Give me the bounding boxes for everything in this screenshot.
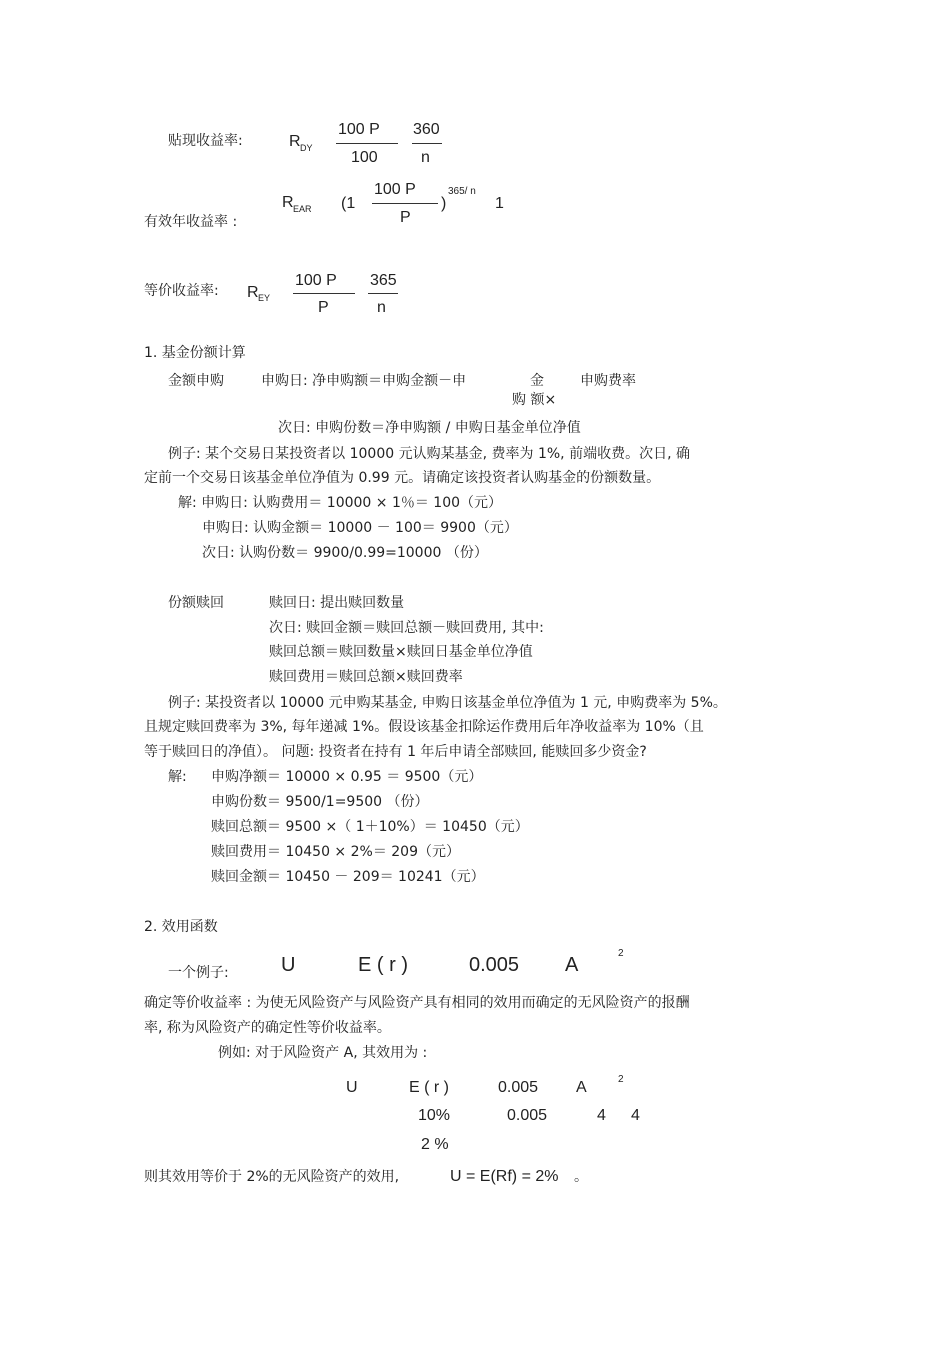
- subscribe-day1-wrap: 购 额×: [512, 392, 557, 408]
- discount-days-denominator: n: [421, 149, 430, 166]
- ear-exponent: 365/ n: [448, 186, 476, 197]
- conclusion-period: 。: [574, 1169, 588, 1185]
- solution-2-line-3: 赎回总额＝ 9500 ×（ 1＋10%）＝ 10450（元）: [211, 819, 529, 835]
- redeem-label: 份额赎回: [168, 595, 224, 611]
- calc-a: A: [576, 1079, 587, 1096]
- section-1-heading: 1. 基金份额计算: [144, 345, 246, 361]
- ear-numerator: 100 P: [374, 181, 416, 198]
- ear-subscript: EAR: [293, 204, 312, 214]
- fraction-bar: [293, 293, 355, 294]
- discount-yield-denominator: 100: [351, 149, 378, 166]
- calc-square: 2: [618, 1074, 624, 1085]
- ey-numerator: 100 P: [295, 272, 337, 289]
- utility-square: 2: [618, 948, 624, 959]
- subscribe-day1-text: 申购日: 净申购额＝申购金额－申: [261, 373, 467, 389]
- fraction-bar: [372, 203, 438, 204]
- discount-yield-label: 贴现收益率:: [168, 133, 243, 149]
- redeem-line-2: 次日: 赎回金额＝赎回总额－赎回费用, 其中:: [269, 620, 544, 636]
- utility-u: U: [281, 954, 296, 976]
- calc-expected-return: E ( r ): [409, 1079, 449, 1096]
- ear-minus-one: 1: [495, 195, 504, 212]
- subscribe-fee-rate: 申购费率: [580, 373, 636, 389]
- redeem-line-4: 赎回费用＝赎回总额×赎回费率: [269, 669, 463, 685]
- calc-result: 2 %: [421, 1136, 449, 1153]
- calc-row2-a: 4: [597, 1107, 606, 1124]
- solution-1-line-2: 申购日: 认购金额＝ 10000 － 100＝ 9900（元）: [202, 520, 518, 536]
- example-2-line-3: 等于赎回日的净值）。 问题: 投资者在持有 1 年后申请全部赎回, 能赎回多少资金?: [144, 744, 647, 760]
- definition-line-2: 率, 称为风险资产的确定性等价收益率。: [144, 1020, 391, 1036]
- ear-denominator: P: [400, 209, 411, 226]
- calc-coefficient: 0.005: [498, 1079, 539, 1096]
- ey-symbol: R: [247, 284, 259, 301]
- utility-a: A: [565, 954, 579, 976]
- solution-2-line-2: 申购份数＝ 9500/1=9500 （份）: [211, 794, 429, 810]
- calc-row2-coefficient: 0.005: [507, 1107, 548, 1124]
- solution-2-line-1: 申购净额＝ 10000 × 0.95 ＝ 9500（元）: [211, 769, 483, 785]
- redeem-line-1: 赎回日: 提出赎回数量: [269, 595, 405, 611]
- redeem-line-3: 赎回总额＝赎回数量×赎回日基金单位净值: [269, 644, 533, 660]
- equivalent-yield-label: 等价收益率:: [144, 283, 219, 299]
- subscribe-day2: 次日: 申购份数＝净申购额 / 申购日基金单位净值: [278, 420, 581, 436]
- ey-days-numerator: 365: [370, 272, 397, 289]
- ear-label: 有效年收益率 :: [144, 214, 238, 230]
- ey-days-denominator: n: [377, 299, 386, 316]
- section-2-heading: 2. 效用函数: [144, 919, 218, 935]
- example-1-line-2: 定前一个交易日该基金单位净值为 0.99 元。请确定该投资者认购基金的份额数量。: [144, 470, 661, 486]
- discount-yield-numerator: 100 P: [338, 121, 380, 138]
- calc-row2-return: 10%: [418, 1107, 451, 1124]
- discount-yield-subscript: DY: [300, 143, 313, 153]
- solution-2-label: 解:: [168, 769, 187, 785]
- fraction-bar: [412, 143, 442, 144]
- subscribe-day1-char: 金: [530, 373, 544, 389]
- subscribe-label: 金额申购: [168, 373, 224, 389]
- ear-close-paren: ): [441, 195, 447, 212]
- utility-expected-return: E ( r ): [358, 954, 408, 976]
- discount-days-numerator: 360: [413, 121, 440, 138]
- solution-2-line-5: 赎回金额＝ 10450 － 209＝ 10241（元）: [211, 869, 485, 885]
- conclusion-text: 则其效用等价于 2%的无风险资产的效用,: [144, 1169, 400, 1185]
- example-2-line-2: 且规定赎回费率为 3%, 每年递减 1%。假设该基金扣除运作费用后年净收益率为 10%（且: [144, 719, 704, 735]
- solution-1-line-1: 解: 申购日: 认购费用＝ 10000 × 1％＝ 100（元）: [178, 495, 503, 511]
- ey-subscript: EY: [258, 293, 271, 303]
- fraction-bar: [336, 143, 398, 144]
- discount-yield-symbol: R: [289, 133, 301, 150]
- solution-1-line-3: 次日: 认购份数＝ 9900/0.99=10000 （份）: [202, 545, 488, 561]
- utility-coefficient: 0.005: [469, 954, 520, 976]
- solution-2-line-4: 赎回费用＝ 10450 × 2%＝ 209（元）: [211, 844, 460, 860]
- utility-example-text: 例如: 对于风险资产 A, 其效用为 :: [218, 1045, 428, 1061]
- utility-example-label: 一个例子:: [168, 965, 229, 981]
- definition-line-1: 确定等价收益率 : 为使无风险资产与风险资产具有相同的效用而确定的无风险资产的报酬: [144, 995, 690, 1011]
- calc-row2-a-squared: 4: [631, 1107, 640, 1124]
- example-2-line-1: 例子: 某投资者以 10000 元申购某基金, 申购日该基金单位净值为 1 元, 申购费率为 5%。: [168, 695, 727, 711]
- conclusion-formula: U = E(Rf) = 2%: [450, 1168, 559, 1185]
- ear-open-term: (1: [341, 195, 356, 212]
- ey-denominator: P: [318, 299, 329, 316]
- ear-symbol: R: [282, 194, 294, 211]
- calc-u: U: [346, 1079, 358, 1096]
- fraction-bar: [368, 293, 398, 294]
- example-1-line-1: 例子: 某个交易日某投资者以 10000 元认购某基金, 费率为 1%, 前端收费。次日, 确: [168, 446, 690, 462]
